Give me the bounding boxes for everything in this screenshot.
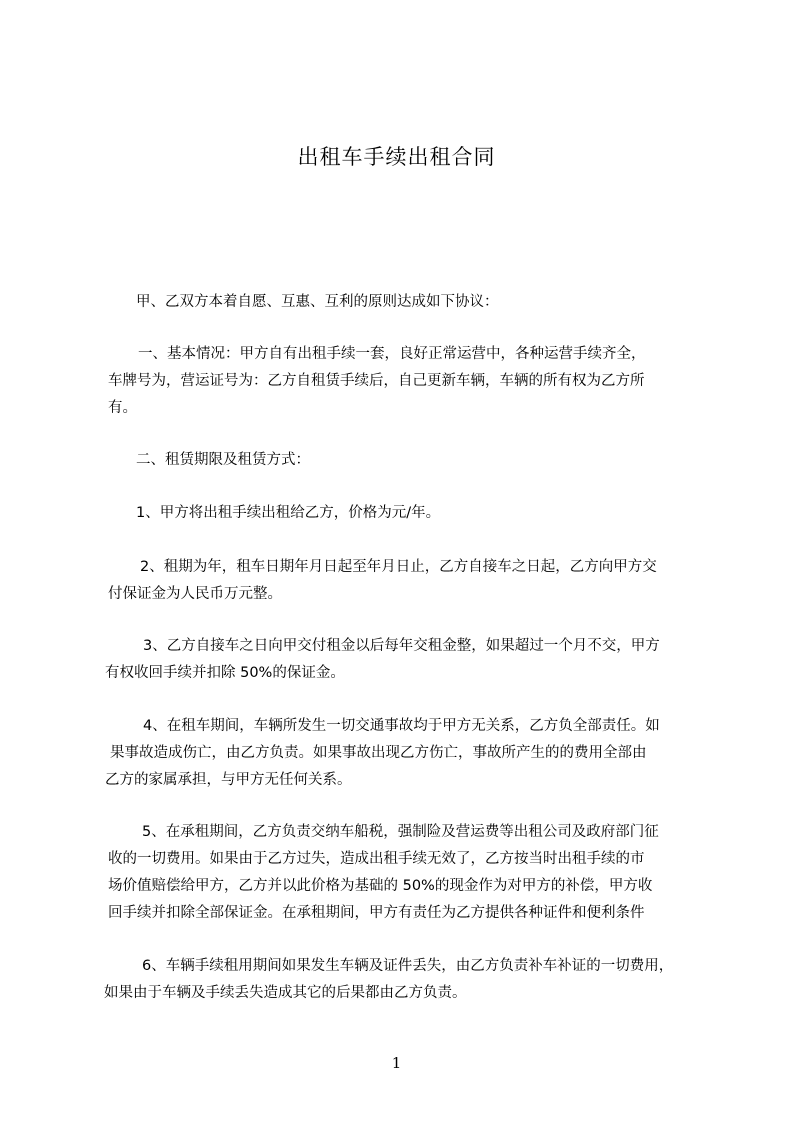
page-number: 1 — [391, 1054, 402, 1072]
paragraph-clause-2 — [108, 554, 657, 608]
paragraph-line: 二、租赁期限及租赁方式： — [136, 452, 310, 468]
paragraph-line: 2、租期为年，租车日期年月日起至年月日止，乙方自接车之日起，乙方向甲方交 — [140, 559, 657, 575]
paragraph-line: 回手续并扣除全部保证金。在承租期间，甲方有责任为乙方提供各种证件和便利条件 — [108, 905, 645, 921]
paragraph-line: 收的一切费用。如果由于乙方过失，造成出租手续无效了，乙方按当时出租手续的市 — [108, 851, 645, 867]
paragraph-clause-4 — [105, 713, 660, 794]
paragraph-clause-3 — [105, 633, 660, 687]
paragraph-line: 6、车辆手续租用期间如果发生车辆及证件丢失，由乙方负责补车补证的一切费用， — [142, 958, 674, 974]
paragraph-line: 甲、乙双方本着自愿、互惠、互利的原则达成如下协议： — [136, 294, 499, 310]
paragraph-line: 4、在租车期间，车辆所发生一切交通事故均于甲方无关系，乙方负全部责任。如 — [143, 718, 660, 734]
paragraph-line: 车牌号为，营运证号为：乙方自租赁手续后，自己更新车辆，车辆的所有权为乙方所 — [108, 373, 645, 389]
paragraph-line: 场价值赔偿给甲方，乙方并以此价格为基础的 50%的现金作为对甲方的补偿，甲方收 — [108, 878, 653, 894]
paragraph-clause-1 — [136, 500, 440, 527]
paragraph-line: 1、甲方将出租手续出租给乙方，价格为元/年。 — [136, 505, 441, 521]
document-title: 出租车手续出租合同 — [297, 145, 496, 169]
paragraph-clause-5 — [104, 819, 659, 927]
paragraph-line: 有权收回手续并扣除 50%的保证金。 — [105, 665, 345, 681]
paragraph-line: 一、基本情况：甲方自有出租手续一套，良好正常运营中，各种运营手续齐全， — [138, 346, 646, 362]
paragraph-line: 如果由于车辆及手续丢失造成其它的后果都由乙方负责。 — [104, 985, 467, 1001]
paragraph-line: 付保证金为人民币万元整。 — [108, 586, 282, 602]
paragraph-basic-info — [108, 341, 646, 422]
paragraph-clause-6 — [104, 953, 673, 1007]
paragraph-line: 乙方的家属承担，与甲方无任何关系。 — [105, 772, 352, 788]
paragraph-lease-heading — [136, 447, 310, 474]
paragraph-line: 有。 — [108, 400, 137, 416]
paragraph-line: 5、在承租期间，乙方负责交纳车船税，强制险及营运费等出租公司及政府部门征 — [142, 824, 659, 840]
paragraph-intro — [136, 289, 499, 316]
paragraph-line: 3、乙方自接车之日向甲交付租金以后每年交租金整，如果超过一个月不交，甲方 — [143, 638, 660, 654]
paragraph-line: 果事故造成伤亡，由乙方负责。如果事故出现乙方伤亡，事故所产生的的费用全部由 — [110, 745, 647, 761]
